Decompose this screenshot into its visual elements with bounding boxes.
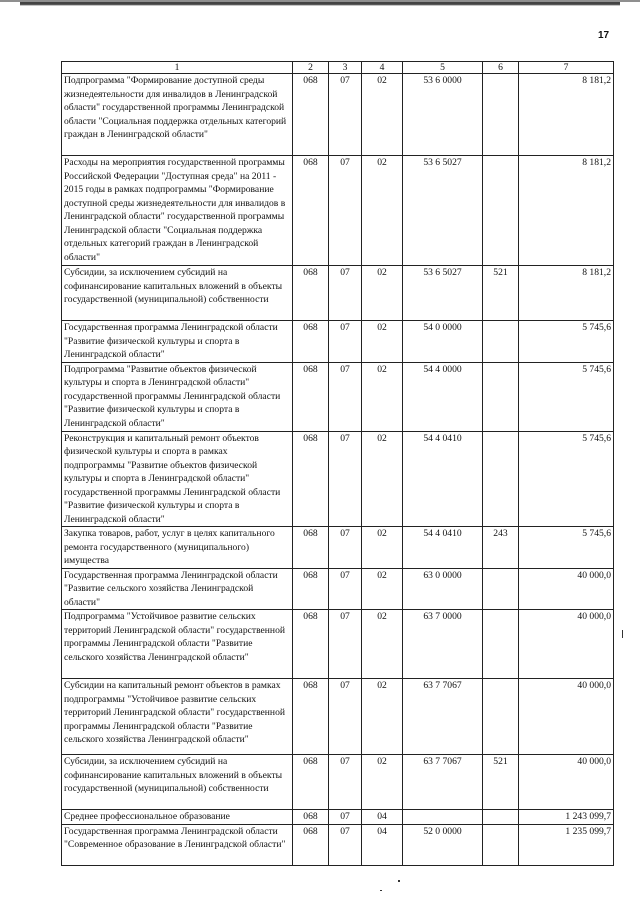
- cell-col4: 02: [362, 568, 403, 610]
- table-row: [62, 362, 614, 431]
- cell-col3: 07: [329, 527, 362, 569]
- table-row: [62, 527, 614, 569]
- cell-col7: 8 181,2: [519, 156, 614, 266]
- row-name: Государственная программа Ленинградской области "Развитие сельского хозяйства Ленинградской области": [62, 568, 293, 610]
- cell-col2: 068: [293, 74, 329, 156]
- scan-mark: [398, 880, 400, 882]
- cell-col5: 63 0 0000: [403, 568, 483, 610]
- row-name: Субсидии на капитальный ремонт объектов в рамках подпрограммы "Устойчивое развитие сельских территорий Ленинградской области" государственной программы Ленинградской области "Развитие сельского хозяйства Ленинградской области": [62, 679, 293, 755]
- cell-col3: 07: [329, 266, 362, 321]
- cell-col4: 02: [362, 755, 403, 810]
- cell-col3: 07: [329, 362, 362, 431]
- cell-col6: [483, 824, 519, 865]
- cell-col5: 63 7 7067: [403, 755, 483, 810]
- cell-col4: 02: [362, 527, 403, 569]
- cell-col2: 068: [293, 755, 329, 810]
- cell-col7: 5 745,6: [519, 321, 614, 363]
- cell-col3: 07: [329, 431, 362, 527]
- cell-col3: 07: [329, 321, 362, 363]
- cell-col6: [483, 610, 519, 679]
- table-row: [62, 810, 614, 825]
- cell-col7: 1 235 099,7: [519, 824, 614, 865]
- table-row: [62, 824, 614, 865]
- table-row: [62, 568, 614, 610]
- table-row: [62, 156, 614, 266]
- column-header: 6: [483, 62, 519, 74]
- cell-col2: 068: [293, 679, 329, 755]
- cell-col5: 54 4 0000: [403, 362, 483, 431]
- cell-col4: 02: [362, 610, 403, 679]
- column-header: 5: [403, 62, 483, 74]
- cell-col7: 40 000,0: [519, 568, 614, 610]
- cell-col7: 5 745,6: [519, 362, 614, 431]
- cell-col3: 07: [329, 810, 362, 825]
- cell-col6: [483, 431, 519, 527]
- row-name: Реконструкция и капитальный ремонт объектов физической культуры и спорта в рамках подпрограммы "Развитие объектов физической культуры и спорта в Ленинградской области" государственной программы Ленинградской области "Развитие физической культуры и спорта в Ленинградской области": [62, 431, 293, 527]
- cell-col6: [483, 321, 519, 363]
- cell-col7: 8 181,2: [519, 74, 614, 156]
- cell-col7: 8 181,2: [519, 266, 614, 321]
- cell-col3: 07: [329, 610, 362, 679]
- cell-col6: [483, 156, 519, 266]
- scan-mark: [622, 630, 623, 638]
- table-row: [62, 321, 614, 363]
- column-header: 3: [329, 62, 362, 74]
- cell-col4: 02: [362, 266, 403, 321]
- cell-col2: 068: [293, 527, 329, 569]
- cell-col2: 068: [293, 321, 329, 363]
- cell-col4: 02: [362, 321, 403, 363]
- budget-table: [61, 61, 614, 866]
- table-row: [62, 755, 614, 810]
- cell-col6: [483, 362, 519, 431]
- header-row: [62, 62, 614, 74]
- cell-col4: 04: [362, 810, 403, 825]
- cell-col4: 04: [362, 824, 403, 865]
- cell-col7: 1 243 099,7: [519, 810, 614, 825]
- cell-col5: 63 7 0000: [403, 610, 483, 679]
- row-name: Подпрограмма "Устойчивое развитие сельских территорий Ленинградской области" государственной программы Ленинградской области "Развитие сельского хозяйства Ленинградской области": [62, 610, 293, 679]
- cell-col7: 5 745,6: [519, 431, 614, 527]
- cell-col5: 63 7 7067: [403, 679, 483, 755]
- row-name: Государственная программа Ленинградской области "Современное образование в Ленинградской области": [62, 824, 293, 865]
- cell-col2: 068: [293, 156, 329, 266]
- cell-col5: 52 0 0000: [403, 824, 483, 865]
- row-name: Закупка товаров, работ, услуг в целях капитального ремонта государственного (муниципального) имущества: [62, 527, 293, 569]
- cell-col6: [483, 74, 519, 156]
- cell-col2: 068: [293, 266, 329, 321]
- cell-col5: 53 6 0000: [403, 74, 483, 156]
- cell-col4: 02: [362, 431, 403, 527]
- table-row: [62, 610, 614, 679]
- row-name: Подпрограмма "Формирование доступной среды жизнедеятельности для инвалидов в Ленинградской области" государственной программы Ленинградской области "Социальная поддержка отдельных категорий граждан в Ленинградской области": [62, 74, 293, 156]
- cell-col3: 07: [329, 824, 362, 865]
- cell-col6: 521: [483, 266, 519, 321]
- cell-col7: 40 000,0: [519, 755, 614, 810]
- cell-col5: [403, 810, 483, 825]
- cell-col5: 54 4 0410: [403, 431, 483, 527]
- cell-col4: 02: [362, 362, 403, 431]
- cell-col5: 54 0 0000: [403, 321, 483, 363]
- row-name: Субсидии, за исключением субсидий на софинансирование капитальных вложений в объекты государственной (муниципальной) собственности: [62, 755, 293, 810]
- cell-col5: 53 6 5027: [403, 266, 483, 321]
- cell-col4: 02: [362, 156, 403, 266]
- row-name: Субсидии, за исключением субсидий на софинансирование капитальных вложений в объекты государственной (муниципальной) собственности: [62, 266, 293, 321]
- cell-col6: [483, 679, 519, 755]
- scan-mark: [380, 890, 382, 891]
- cell-col2: 068: [293, 568, 329, 610]
- cell-col6: [483, 810, 519, 825]
- row-name: Среднее профессиональное образование: [62, 810, 293, 825]
- table-row: [62, 679, 614, 755]
- cell-col2: 068: [293, 810, 329, 825]
- cell-col5: 53 6 5027: [403, 156, 483, 266]
- column-header: 1: [62, 62, 293, 74]
- cell-col6: [483, 568, 519, 610]
- cell-col7: 40 000,0: [519, 679, 614, 755]
- cell-col2: 068: [293, 824, 329, 865]
- cell-col2: 068: [293, 362, 329, 431]
- cell-col3: 07: [329, 156, 362, 266]
- cell-col5: 54 4 0410: [403, 527, 483, 569]
- table-row: [62, 431, 614, 527]
- column-header: 4: [362, 62, 403, 74]
- cell-col6: 521: [483, 755, 519, 810]
- cell-col2: 068: [293, 431, 329, 527]
- page-number: 17: [598, 30, 610, 41]
- cell-col3: 07: [329, 679, 362, 755]
- cell-col3: 07: [329, 755, 362, 810]
- row-name: Государственная программа Ленинградской области "Развитие физической культуры и спорта в Ленинградской области": [62, 321, 293, 363]
- column-header: 7: [519, 62, 614, 74]
- cell-col7: 5 745,6: [519, 527, 614, 569]
- row-name: Расходы на мероприятия государственной программы Российской Федерации "Доступная среда" на 2011 - 2015 годы в рамках подпрограммы "Формирование доступной среды жизнедеятельности для инвалидов в Ленинградской области" государственной программы Ленинградской области "Социальная поддержка отдельных категорий граждан в Ленинградской области": [62, 156, 293, 266]
- column-header: 2: [293, 62, 329, 74]
- cell-col3: 07: [329, 568, 362, 610]
- cell-col2: 068: [293, 610, 329, 679]
- table-row: [62, 74, 614, 156]
- cell-col6: 243: [483, 527, 519, 569]
- cell-col4: 02: [362, 74, 403, 156]
- cell-col4: 02: [362, 679, 403, 755]
- cell-col7: 40 000,0: [519, 610, 614, 679]
- top-rule: [20, 2, 620, 6]
- table-row: [62, 266, 614, 321]
- row-name: Подпрограмма "Развитие объектов физической культуры и спорта в Ленинградской области" государственной программы Ленинградской области "Развитие физической культуры и спорта в Ленинградской области": [62, 362, 293, 431]
- cell-col3: 07: [329, 74, 362, 156]
